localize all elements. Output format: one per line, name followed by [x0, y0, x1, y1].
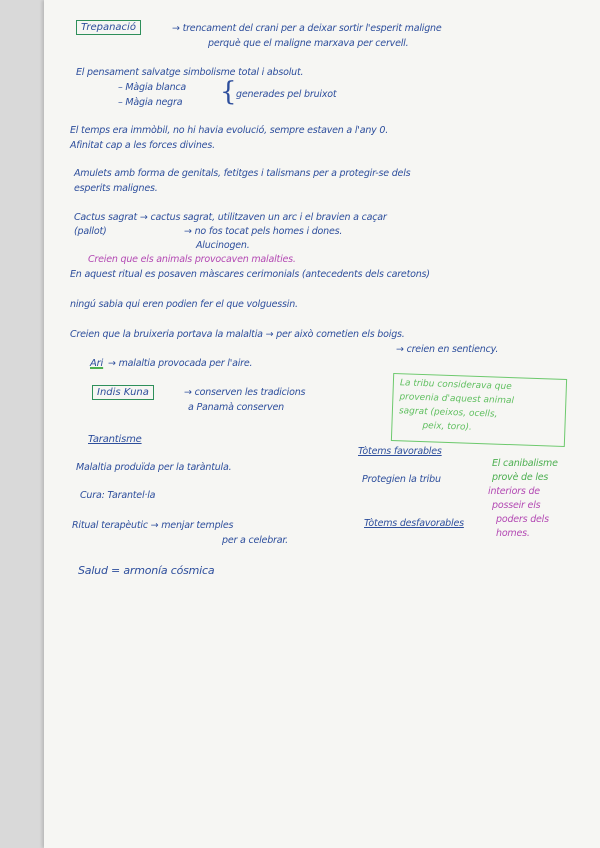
totems-protegien: Protegien la tribu — [362, 474, 441, 485]
trepanacio-box: Trepanació — [76, 20, 141, 35]
pensament-line: El pensament salvatge simbolisme total i absolut. — [76, 67, 304, 78]
indis-kuna-box: Indis Kuna — [92, 385, 154, 400]
generades-text: generades pel bruixot — [236, 89, 337, 100]
tribu-note-line-4: peix, toro). — [422, 421, 472, 433]
indis-text-2: a Panamà conserven — [188, 402, 284, 413]
ari-text: → malaltia provocada per l'aire. — [108, 358, 253, 369]
cactus-line-3: Alucinogen. — [196, 240, 250, 251]
tribu-note-line-1: La tribu considerava que — [399, 378, 512, 393]
tarantisme-line-3a: Ritual terapèutic → menjar temples — [72, 520, 234, 531]
temps-line-2: Afinitat cap a les forces divines. — [70, 140, 215, 151]
amulets-line-1: Amulets amb forma de genitals, fetitges i talismans per a protegir-se dels — [74, 168, 411, 179]
salud-line: Salud = armonía cósmica — [78, 564, 215, 577]
bruixeria-sub: → creien en sentiency. — [396, 344, 499, 355]
totems-desfavorables: Tòtems desfavorables — [364, 518, 464, 529]
tribu-note-line-2: provenia d'aquest animal — [399, 392, 515, 407]
trepanacio-text-1: → trencament del crani per a deixar sortir l'esperit maligne — [172, 23, 442, 34]
animals-line-2: En aquest ritual es posaven màscares cerimonials (antecedents dels caretons) — [70, 269, 430, 280]
tarantisme-line-1: Malaltia produïda per la taràntula. — [76, 462, 232, 473]
brace-symbol: { — [220, 77, 237, 107]
canibalisme-line-4: posseir els — [492, 500, 541, 511]
canibalisme-line-3: interiors de — [488, 486, 540, 497]
canibalisme-line-2: provè de les — [492, 472, 549, 483]
totems-favorables: Tòtems favorables — [358, 446, 442, 457]
cactus-line-1: Cactus sagrat → cactus sagrat, utilitzaven un arc i el bravien a caçar — [74, 212, 387, 223]
tarantisme-line-2: Cura: Tarantel·la — [80, 490, 156, 501]
tribu-note-line-3: sagrat (peixos, ocells, — [398, 406, 498, 420]
amulets-line-2: esperits malignes. — [74, 183, 158, 194]
tarantisme-line-3b: per a celebrar. — [222, 535, 289, 546]
trepanacio-text-2: perquè que el maligne marxava per cervell. — [208, 38, 409, 49]
ari-label: Ari — [90, 358, 104, 369]
animals-line-1: Creien que els animals provocaven malalties. — [88, 254, 296, 265]
notebook-page — [44, 0, 600, 848]
cactus-line-2a: (pallot) — [74, 226, 107, 237]
canibalisme-line-5: poders dels — [496, 514, 549, 525]
cactus-line-2b: → no fos tocat pels homes i dones. — [184, 226, 343, 237]
tarantisme-title: Tarantisme — [88, 434, 142, 445]
canibalisme-line-6: homes. — [496, 528, 530, 539]
bruixeria-line: Creien que la bruixeria portava la malaltia → per això cometien els boigs. — [70, 329, 405, 340]
temps-line-1: El temps era immòbil, no hi havia evolució, sempre estaven a l'any 0. — [70, 125, 389, 136]
tribu-note-box — [391, 373, 567, 447]
magia-blanca: – Màgia blanca — [118, 82, 187, 93]
magia-negra: – Màgia negra — [118, 97, 183, 108]
ningu-line: ningú sabia qui eren podien fer el que volguessin. — [70, 299, 298, 310]
canibalisme-line-1: El canibalisme — [492, 458, 558, 469]
indis-text-1: → conserven les tradicions — [184, 387, 306, 398]
